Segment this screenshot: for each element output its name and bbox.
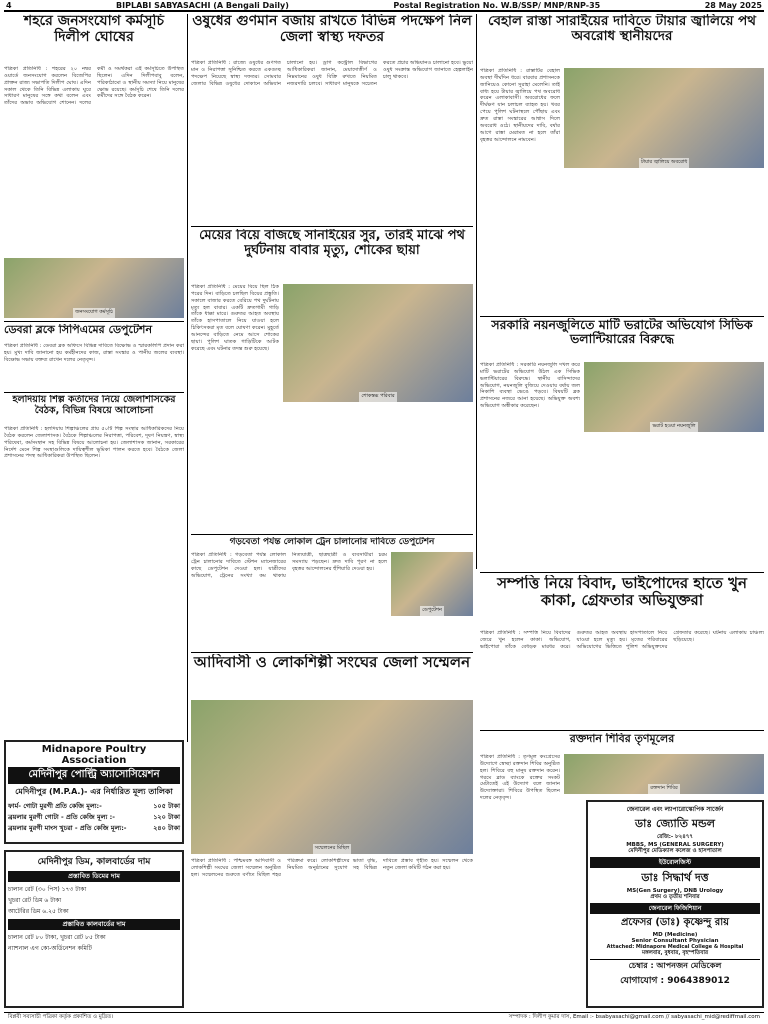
section-divider — [191, 652, 473, 653]
story-3-headline: হলদিয়ায় শিল্প কর্তাদের নিয়ে জেলাশাসকের বৈঠক, বিভিন্ন বিষয়ে আলোচনা — [12, 395, 176, 416]
masthead — [4, 0, 764, 12]
story-7-photo-caption: ভরাট হওয়া নয়নজুলি — [650, 422, 697, 432]
doctor-2-days: প্রথম ও তৃতীয় শনিবার — [650, 894, 700, 900]
story-10-body: পত্রিকা প্রতিনিধি : সম্পত্তি নিয়ে বিবাদের জেরে খুন হলেন কাকা। অভিযোগ, ভাইপোরা তাঁকে বেধড়ক মারধর করে। গুরুতর আহত অবস্থায় হাসপাতালে নিয়ে যাওয়া হলে মৃত্যু হয়। মৃতের পরিবারের অভিযোগের ভিত্তিতে পুলিশ অভিযুক্তদের গ্রেফতার করেছে। ঘটনায় এলাকায় চাঞ্চল্য ছড়িয়েছে। — [480, 630, 764, 650]
doctor-chamber-ad — [586, 800, 764, 1008]
poultry-price-value: ১২০ টাকা — [153, 813, 180, 821]
story-2-body: পত্রিকা প্রতিনিধি : ডেবরা ব্লক অফিসে বিভিন্ন দাবিতে বিক্ষোভ ও স্মারকলিপি প্রদান করা হয়। মুখ্য দাবি জানানো হয় কর্মহীনদের কাজ, রাস্তা সংস্কার ও পানীয় জলের ব্যবস্থা। বিক্ষোভ সভায় বক্তব্য রাখেন দলের নেতৃবৃন্দ। — [4, 343, 184, 363]
doctor-3-attach: Attached: Midnapore Medical College & Hospital — [606, 944, 744, 950]
section-divider — [480, 316, 764, 317]
doctor-ad-top-label: জেনারেল এবং ল্যাপারোস্কোপিক সার্জেন — [626, 806, 724, 813]
footer-left: বিপ্লবী সব্যসাচী পত্রিকা কর্তৃক প্রকাশিত ও মুদ্রিত। — [8, 1014, 114, 1020]
story-5-headline: বেহাল রাস্তা সারাইয়ের দাবিতে টায়ার জ্বালিয়ে পথ অবরোধ স্থানীয়দের — [487, 14, 757, 45]
story-5-body: পত্রিকা প্রতিনিধি : রাস্তাটির বেহাল অবস্থা দীর্ঘদিন ধরে। বারবার প্রশাসনকে জানিয়েও কোনো সুরাহা মেলেনি। তাই বাধ্য হয়ে টায়ার জ্বালিয়ে পথ অবরোধ করেন এলাকাবাসী। অবরোধের ফলে দীর্ঘক্ষণ যান চলাচল ব্যাহত হয়। খবর পেয়ে পুলিশ ঘটনাস্থলে পৌঁছায় এবং দ্রুত রাস্তা সংস্কারের আশ্বাস দিলে অবরোধ ওঠে। স্থানীয়দের দাবি, বর্ষার আগে রাস্তা মেরামত না হলে তাঁরা বৃহত্তর আন্দোলনে নামবেন। — [480, 68, 560, 143]
doctor-3-days: মঙ্গলবার, বুধবার, বৃহস্পতিবার — [642, 950, 708, 956]
egg-ad-row: চালান রেট ৮০ টাকা, খুচরা রেট ৮৫ টাকা — [8, 934, 106, 941]
physician-label: জেনারেল ফিজিশিয়ান — [590, 903, 760, 914]
story-6-photo — [283, 284, 473, 402]
egg-ad-row: খুচরা রেট ডিম ৬ টাকা — [8, 897, 62, 904]
doctor-3-name: প্রফেসর (ডাঃ) কৃষ্ণেন্দু রায় — [620, 917, 730, 928]
story-11-photo — [564, 754, 764, 794]
section-divider — [4, 321, 184, 322]
doctor-2-degree: MS(Gen Surgery), DNB Urology — [626, 888, 724, 894]
section-divider — [4, 392, 184, 393]
story-8-body: পত্রিকা প্রতিনিধি : গড়বেতা পর্যন্ত লোকাল ট্রেন চালানোর দাবিতে স্টেশন ম্যানেজারের কাছে ডেপুটেশন দেওয়া হল। যাত্রীদের অভিযোগ, ট্রেনের সংখ্যা কম থাকায় নিত্যযাত্রী, ছাত্রছাত্রী ও ব্যবসায়ীরা চরম সমস্যায় পড়ছেন। দ্রুত দাবি পূরণ না হলে বৃহত্তর আন্দোলনের হুঁশিয়ারি দেওয়া হয়। — [191, 552, 387, 579]
section-divider — [191, 226, 473, 227]
story-1-headline-block — [4, 14, 184, 66]
doctor-3-role: Senior Consultant Physician — [631, 938, 719, 944]
poultry-price-row — [8, 823, 180, 834]
story-9-body: পত্রিকা প্রতিনিধি : পশ্চিমবঙ্গ আদিবাসী ও লোকশিল্পী সংঘের জেলা সম্মেলন অনুষ্ঠিত হল। সম্মেলনের শুরুতে বর্ণাঢ্য মিছিল শহর পরিক্রমা করে। লোকশিল্পীদের ভাতা বৃদ্ধি, নিয়মিত অনুষ্ঠানের সুযোগ সহ বিভিন্ন দাবিতে প্রস্তাব গৃহীত হয়। সম্মেলন থেকে নতুন জেলা কমিটি গঠন করা হয়। — [191, 858, 473, 878]
story-4-body: পত্রিকা প্রতিনিধি : রাজ্যে ওষুধের গুণগত মান ও নিরাপত্তা সুনিশ্চিত করতে একগুচ্ছ পদক্ষেপ নিয়েছে স্বাস্থ্য দফতর। সোমবার জেলার বিভিন্ন ওষুধের দোকানে অভিযান চালানো হয়। ড্রাগ কন্ট্রোল বিভাগের আধিকারিকরা জানান, মেয়াদোত্তীর্ণ ও নিম্নমানের ওষুধ বিক্রি রুখতে নিয়মিত নজরদারি চলবে। সাধারণ মানুষকে সচেতন করতে প্রচার অভিযানও চালানো হবে। ভুয়ো ওষুধ সংক্রান্ত অভিযোগ জানাতে হেল্পলাইন চালু থাকবে। — [191, 60, 473, 87]
story-8-photo — [391, 552, 473, 616]
story-4-headline: ওষুধের গুণমান বজায় রাখতে বিভিন্ন পদক্ষেপ নিল জেলা স্বাস্থ্য দফতর — [192, 14, 472, 45]
postal-registration: Postal Registration No. W.B/SSP/ MNP/RNP-35 — [393, 0, 601, 10]
story-7-headline: সরকারি নয়নজুলিতে মাটি ভরাটের অভিযোগ সিভিক ভলান্টিয়ারের বিরুদ্ধে — [491, 318, 753, 346]
section-divider — [191, 534, 473, 535]
section-divider — [480, 572, 764, 573]
story-1-photo-caption: জনসংযোগ কর্মসূচি — [73, 308, 115, 318]
story-1-body: পত্রিকা প্রতিনিধি : শহরের ২০ নম্বর ওয়ার্ডে জনসংযোগ করলেন বিজেপির প্রাক্তন রাজ্য সভাপতি দিলীপ ঘোষ। এদিন সকাল থেকে তিনি বিভিন্ন এলাকায় ঘুরে সাধারণ মানুষের সঙ্গে কথা বলেন এবং তাঁদের অভাব অভিযোগ শোনেন। দলের কর্মী ও সমর্থকরা এই কর্মসূচিতে উপস্থিত ছিলেন। এদিন দিলীপবাবু বলেন, পরিকাঠামো ও স্থানীয় সমস্যা নিয়ে মানুষের ক্ষোভ রয়েছে। কর্মসূচি শেষে তিনি দলের কর্মীদের সঙ্গে বৈঠক করেন। — [4, 66, 184, 107]
story-11-body: পত্রিকা প্রতিনিধি : তৃণমূল কংগ্রেসের উদ্যোগে স্বেচ্ছা রক্তদান শিবির অনুষ্ঠিত হল। শিবিরে বহু মানুষ রক্তদান করেন। গরমে ব্লাড ব্যাংকে রক্তের সংকট মেটাতেই এই উদ্যোগ বলে জানান উদ্যোক্তারা। শিবিরে উপস্থিত ছিলেন দলের নেতৃবৃন্দ। — [480, 754, 560, 802]
footer — [4, 1012, 764, 1023]
egg-ad-row: ন্যাশনাল এগ কো-অর্ডিনেশন কমিটি — [8, 945, 92, 952]
story-6-photo-caption: শোকস্তব্ধ পরিবার — [359, 392, 396, 402]
egg-ad-title: মেদিনীপুর ডিম, কালবার্ডের দাম — [37, 857, 151, 867]
story-7-body: পত্রিকা প্রতিনিধি : সরকারি নয়নজুলি দখল করে মাটি ভরাটের অভিযোগ উঠল এক সিভিক ভলান্টিয়ারের বিরুদ্ধে। স্থানীয় বাসিন্দাদের অভিযোগ, নয়নজুলি বুজিয়ে দেওয়ায় বর্ষায় জল নিকাশি ব্যবস্থা ভেঙে পড়বে। বিষয়টি ব্লক প্রশাসনের নজরে আনা হয়েছে। অভিযুক্ত অবশ্য অভিযোগ অস্বীকার করেছেন। — [480, 362, 580, 410]
footer-right: সম্পাদক : দিলীপ কুমার দাস, Email :- bsabyasachi@gmail.com // sabyasachi_mid@rediffmail.com — [508, 1014, 760, 1020]
poultry-ad-title-en: Midnapore Poultry Association — [41, 744, 147, 766]
story-8-headline: গড়বেতা পর্যন্ত লোকাল ট্রেন চালানোর দাবিতে ডেপুটেশন — [229, 537, 435, 547]
poultry-price-label: ফার্ম- গোটা মুরগী প্রতি কেজি মূল্য:- — [8, 802, 102, 810]
story-1-headline: শহরে জনসংযোগ কর্মসূচি দিলীপ ঘোষের — [23, 14, 165, 45]
contact-phone: 9064389012 — [667, 976, 730, 986]
newspaper-name: BIPLABI SABYASACHI (A Bengali Daily) — [116, 0, 289, 10]
story-8-photo-caption: ডেপুটেশন — [420, 606, 444, 616]
egg-ad-row: আটেরির ডিম ৬.২৫ টাকা — [8, 908, 69, 915]
poultry-ad-title-bn: মেদিনীপুর পোল্ট্রি অ্যাসোসিয়েশন — [8, 767, 180, 784]
story-5-photo — [564, 68, 764, 168]
poultry-ad-subtitle: মেদিনীপুর (M.P.A.)- এর নির্ধারিত মূল্য তালিকা — [15, 787, 173, 796]
story-6-headline: মেয়ের বিয়ে বাজছে সানাইয়ের সুর, তারই মাঝে পথ দুর্ঘটনায় বাবার মৃত্যু, শোকের ছায়া — [199, 229, 465, 258]
story-9-headline: আদিবাসী ও লোকশিল্পী সংঘের জেলা সম্মেলন — [193, 654, 471, 671]
story-10-headline: সম্পত্তি নিয়ে বিবাদ, ভাইপোদের হাতে খুন কাকা, গ্রেফতার অভিযুক্তরা — [497, 575, 747, 609]
poultry-price-label: ব্রয়লার মুরগী মাংস খুচরা - প্রতি কেজি মূল্য:- — [8, 824, 127, 832]
poultry-price-value: ২৪০ টাকা — [153, 824, 180, 832]
egg-ad-section-1: প্রস্তাবিত ডিমের দাম — [8, 871, 180, 882]
doctor-1-degree: MBBS, MS (GENERAL SURGERY) — [626, 842, 724, 848]
page-number: 4 — [6, 0, 12, 10]
issue-date: 28 May 2025 — [704, 0, 762, 10]
column-divider — [476, 14, 477, 569]
doctor-3-degree: MD (Medicine) — [652, 932, 698, 938]
chamber-name: চেম্বার : আপনজন মেডিকেল — [590, 959, 760, 973]
story-9-photo — [191, 700, 473, 854]
egg-price-ad — [4, 850, 184, 1008]
story-6-body: পত্রিকা প্রতিনিধি : মেয়ের বিয়ে ছিল ঠিক পরের দিন। বাড়িতে চলছিল বিয়ের প্রস্তুতি। সকালে বাজার করতে বেরিয়ে পথ দুর্ঘটনায় মৃত্যু হল বাবার। একটি দ্রুতগামী গাড়ি তাঁকে ধাক্কা মারে। গুরুতর আহত অবস্থায় তাঁকে হাসপাতালে নিয়ে যাওয়া হলে চিকিৎসকরা মৃত বলে ঘোষণা করেন। মুহূর্তে আনন্দের বাড়িতে নেমে আসে শোকের ছায়া। পুলিশ ঘাতক গাড়িটিকে আটক করেছে এবং ঘটনার তদন্ত শুরু হয়েছে। — [191, 284, 279, 352]
story-7-photo — [584, 362, 764, 432]
story-1-photo — [4, 258, 184, 318]
column-divider — [187, 14, 188, 742]
poultry-price-label: ব্রয়লার মুরগী গোটা - প্রতি কেজি মূল্য :- — [8, 813, 115, 821]
story-11-photo-caption: রক্তদান শিবির — [648, 784, 680, 794]
egg-ad-row: চালান রেট (৩০ পিস) ১৭৩ টাকা — [8, 886, 87, 893]
contact-label: যোগাযোগ : — [620, 976, 665, 986]
urologist-label: ইউরোলজিস্ট — [590, 857, 760, 868]
doctor-1-note: মেদিনীপুর মেডিক্যাল কলেজ ও হাসপাতাল — [628, 848, 722, 854]
story-3-body: পত্রিকা প্রতিনিধি : হলদিয়ায় শিল্পাঞ্চলের প্রায় ৫০টি শিল্প সংস্থার আধিকারিকদের নিয়ে বৈঠক করলেন জেলাশাসক। বৈঠকে শিল্পাঞ্চলের নিরাপত্তা, পরিবেশ, দূষণ নিয়ন্ত্রণ, স্বাস্থ্য পরিষেবা, কর্মসংস্থান সহ বিভিন্ন বিষয়ে আলোচনা হয়। জেলাশাসক জানান, সরকারের নির্দেশ মেনে শিল্প সংস্থাগুলিকে দায়িত্বশীল ভূমিকা পালন করতে হবে। বৈঠকে জেলা প্রশাসনের পদস্থ আধিকারিকরা উপস্থিত ছিলেন। — [4, 426, 184, 460]
egg-ad-section-2: প্রস্তাবিত কালবার্ডের দাম — [8, 919, 180, 930]
story-9-photo-caption: সম্মেলনের মিছিল — [313, 844, 351, 854]
section-divider — [480, 730, 764, 731]
poultry-price-value: ১০৫ টাকা — [153, 802, 180, 810]
story-2-headline: ডেবরা ব্লকে সিপিএমের ডেপুটেশন — [4, 324, 153, 336]
poultry-association-ad — [4, 740, 184, 844]
story-11-headline: রক্তদান শিবির তৃণমূলের — [569, 733, 675, 745]
doctor-1-name: ডাঃ জ্যোতি মন্ডল — [635, 817, 715, 830]
doctor-1-reg: রেজি:- ৮২৪৭৭ — [656, 834, 693, 840]
story-5-photo-caption: টায়ার জ্বালিয়ে অবরোধ — [639, 158, 689, 168]
poultry-price-row — [8, 801, 180, 812]
doctor-2-name: ডাঃ সিদ্ধার্থ দত্ত — [641, 871, 709, 884]
poultry-price-row — [8, 812, 180, 823]
contact-row — [590, 973, 760, 988]
